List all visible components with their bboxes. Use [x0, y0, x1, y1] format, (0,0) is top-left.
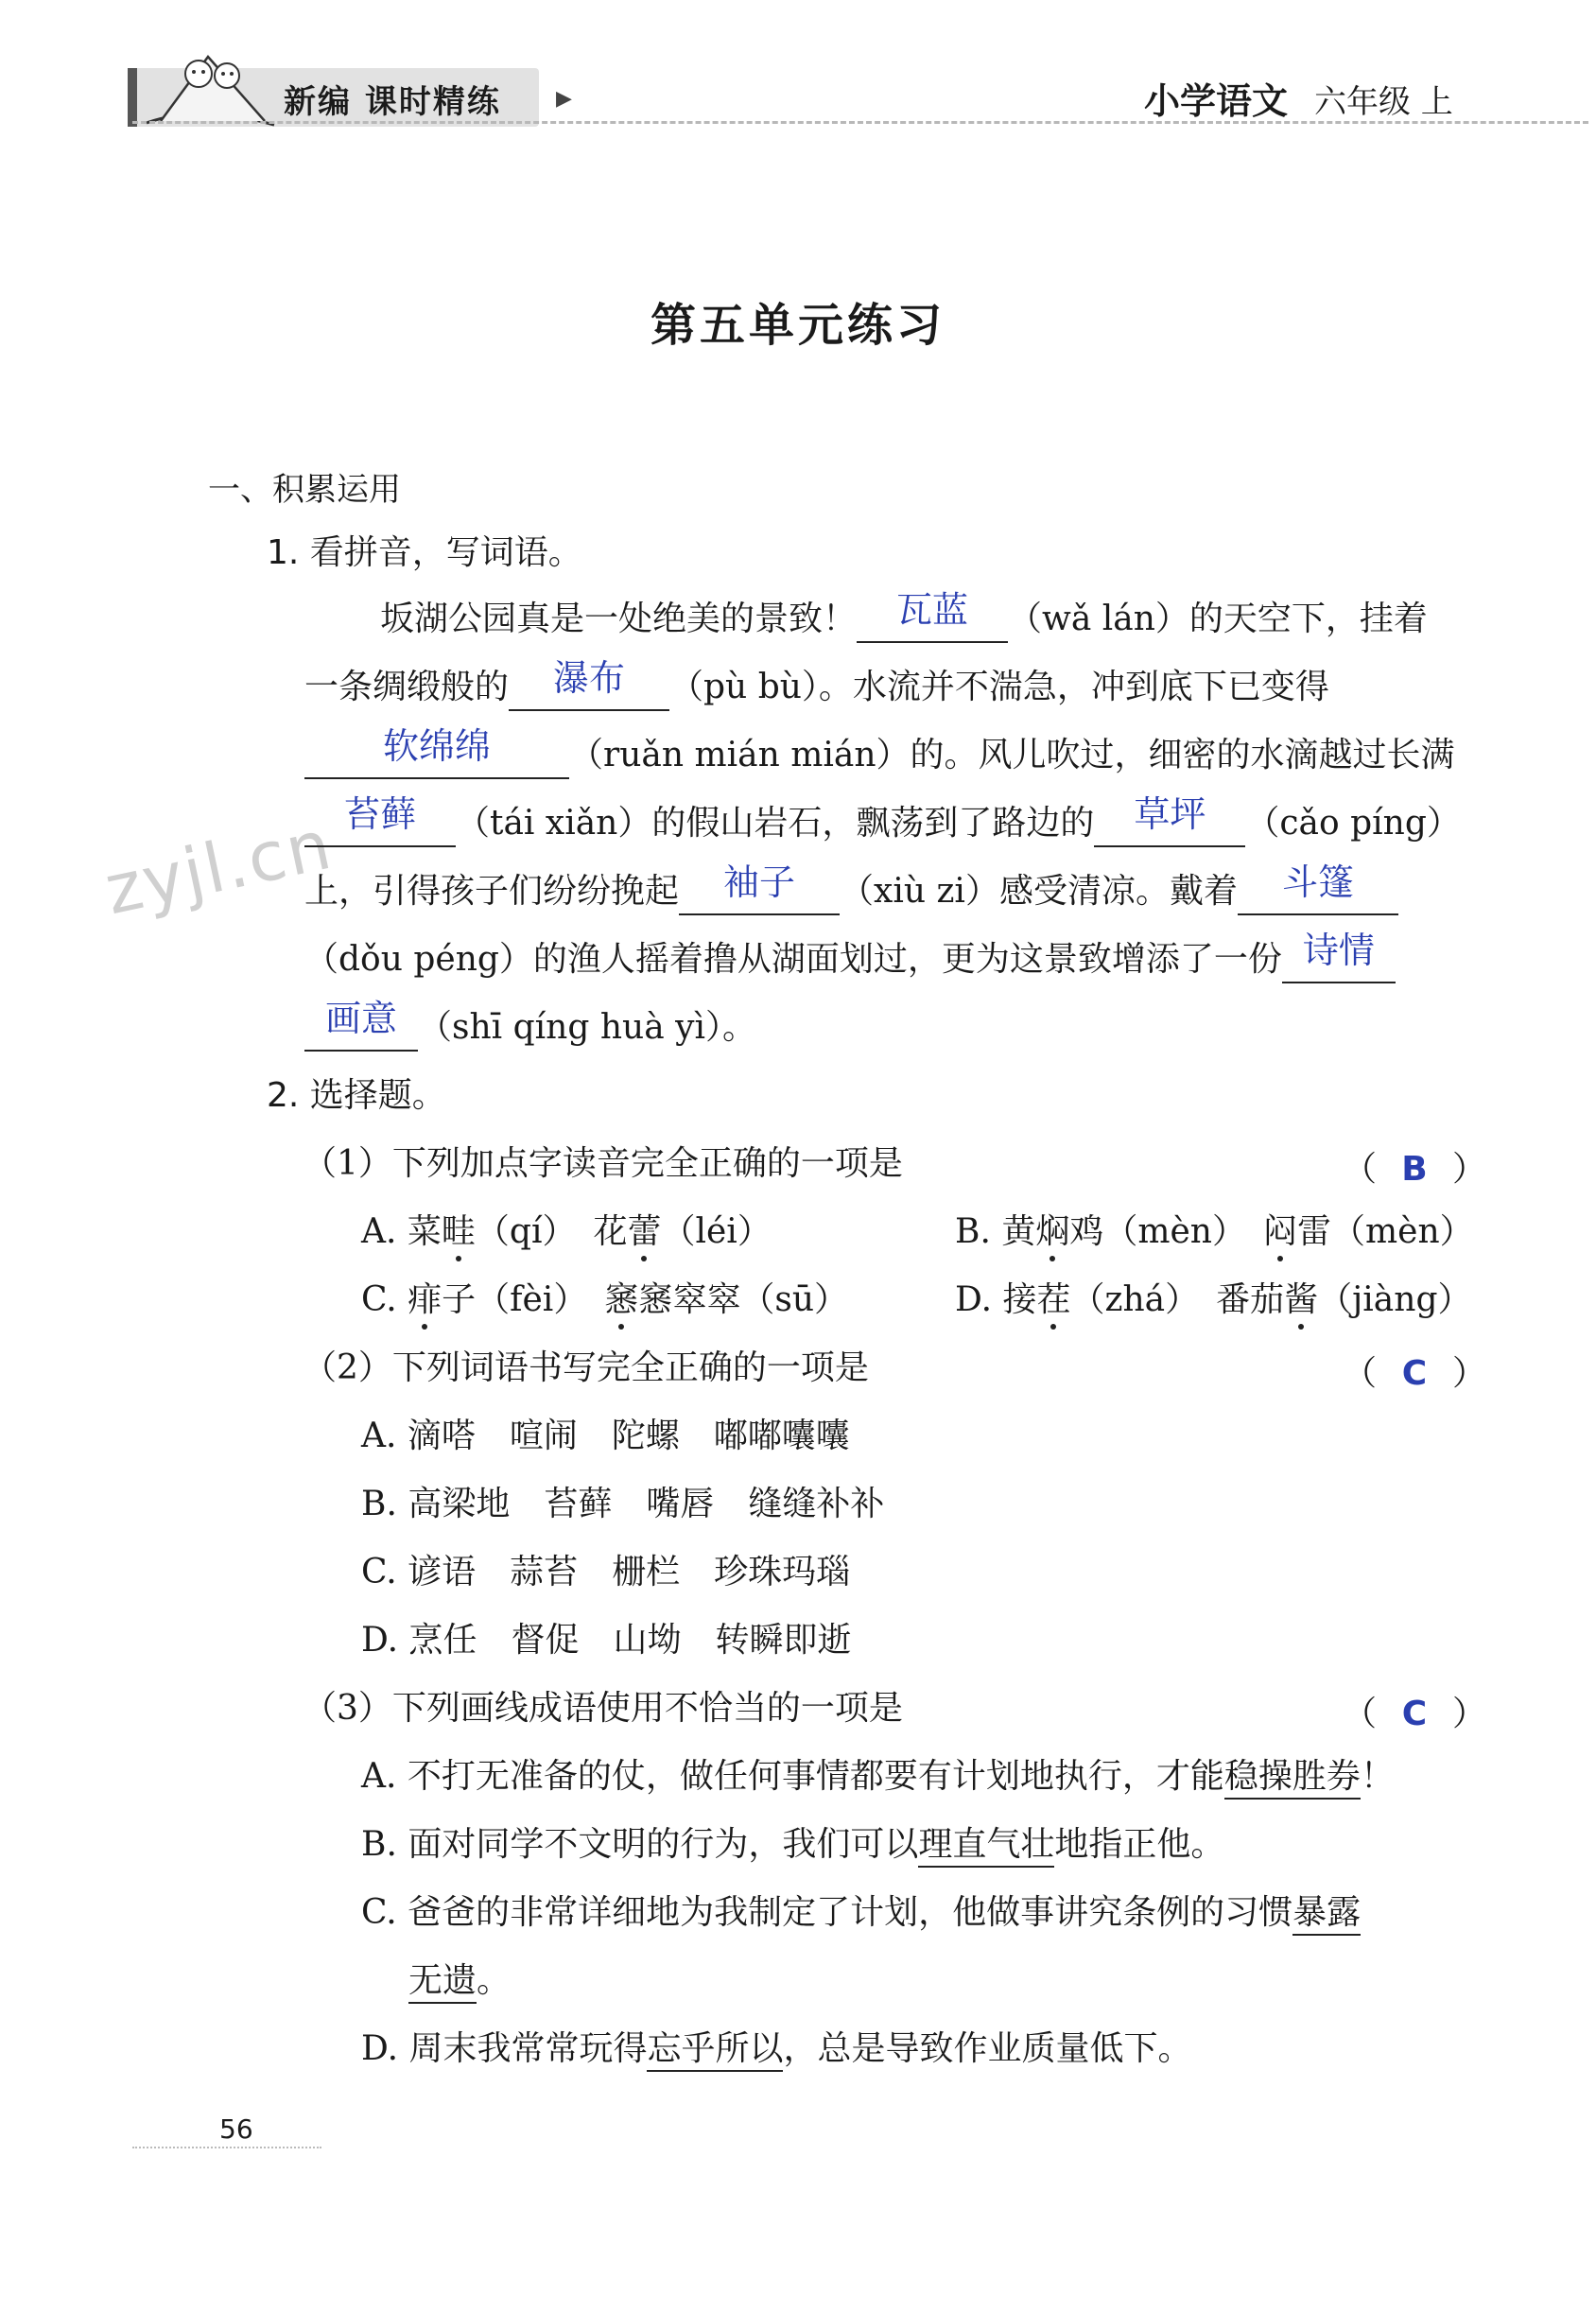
q2-3-stem: （3）下列画线成语使用不恰当的一项是 [303, 1689, 903, 1728]
q1-text: （tái xiǎn）的假山岩石，飘荡到了路边的 [456, 804, 1095, 843]
underlined-idiom: 稳操胜券 [1224, 1757, 1361, 1800]
q2-3-option-b [361, 1823, 1224, 1867]
opt-text: D. 接 [955, 1280, 1037, 1319]
q2-3-option-c [361, 1891, 1361, 1935]
underlined-idiom: 无遗 [408, 1961, 477, 2004]
opt-text: C. 爸爸的非常详细地为我制定了计划，他做事讲究条例的习惯 [361, 1893, 1293, 1932]
opt-text: 雷（mèn） [1297, 1212, 1474, 1251]
q2-2-option-d: D. 烹任 督促 山坳 转瞬即逝 [361, 1621, 852, 1660]
q2-2-option-c: C. 谚语 蒜苔 栅栏 珍珠玛瑙 [361, 1553, 851, 1591]
q2-3-option-d [361, 2027, 1192, 2071]
q1-blank [1238, 861, 1398, 915]
bear-mascot-icon [142, 38, 284, 132]
opt-text: A. 菜 [361, 1212, 442, 1251]
q1-answer: 软绵绵 [382, 725, 491, 767]
dotted-char: 畦 [442, 1210, 476, 1254]
q1-answer: 诗情 [1302, 930, 1375, 971]
opt-text: ！ [1360, 1757, 1395, 1796]
triangle-icon: ▶ [556, 87, 572, 111]
q1-answer: 瀑布 [553, 657, 626, 699]
q1-blank [857, 589, 1008, 643]
q1-line-7 [304, 998, 756, 1052]
opt-text: （zhá） 番茄 [1070, 1280, 1285, 1319]
q2-2-answer-box: （ C ） [1343, 1354, 1487, 1393]
q1-line-2 [304, 657, 1329, 711]
q2-1-option-c [361, 1278, 848, 1322]
opt-text: 窸窣窣（sū） [638, 1280, 849, 1319]
dotted-char: 闷 [1263, 1210, 1297, 1254]
q2-2-option-a: A. 滴嗒 喧闹 陀螺 嘟嘟囔囔 [361, 1417, 850, 1455]
q1-answer: 苔藓 [343, 793, 416, 835]
section-heading: 一、积累运用 [208, 471, 401, 509]
q2-3-option-a [361, 1755, 1395, 1799]
q1-text: 上，引得孩子们纷纷挽起 [304, 872, 680, 911]
q2-1-answer-box: （ B ） [1343, 1150, 1487, 1189]
q2-1-option-a [361, 1210, 772, 1254]
q1-blank [304, 793, 456, 847]
dotted-char: 蕾 [627, 1210, 661, 1254]
q1-blank [679, 861, 840, 915]
opt-text: 地指正他。 [1054, 1825, 1225, 1864]
q2-label: 2. 选择题。 [267, 1076, 446, 1115]
opt-text: B. 面对同学不文明的行为，我们可以 [361, 1825, 919, 1864]
q1-text: （shī qíng huà yì）。 [418, 1008, 756, 1047]
page-title: 第五单元练习 [650, 299, 945, 352]
q2-1-stem: （1）下列加点字读音完全正确的一项是 [303, 1144, 903, 1183]
q2-3-option-c-cont [408, 1959, 511, 2003]
q1-blank [304, 725, 569, 779]
q2-1-answer: B [1401, 1150, 1428, 1189]
underlined-idiom: 理直气壮 [918, 1825, 1054, 1868]
opt-text: 。 [477, 1961, 512, 2000]
q1-answer: 斗篷 [1281, 861, 1354, 903]
q1-line-1 [380, 589, 1428, 643]
header-subject: 小学语文 [1144, 80, 1289, 122]
q1-label: 1. 看拼音，写词语。 [267, 533, 582, 572]
q1-answer: 草坪 [1134, 793, 1206, 835]
q1-blank [304, 998, 418, 1052]
header-grade: 六年级 上 [1314, 83, 1453, 121]
page-number-decoration [132, 2147, 321, 2148]
q2-1-option-b [955, 1210, 1474, 1254]
q1-blank [1094, 793, 1245, 847]
q1-blank [509, 657, 669, 711]
header-bar-accent [128, 68, 137, 127]
q1-text: 一条绸缎般的 [304, 668, 510, 706]
opt-text: C. [361, 1280, 408, 1319]
q1-answer: 袖子 [723, 861, 796, 903]
q2-2-option-b: B. 高梁地 苔藓 嘴唇 缝缝补补 [361, 1485, 885, 1523]
dotted-char: 窸 [604, 1278, 638, 1322]
q1-text: （xiù zi）感受清凉。戴着 [840, 872, 1238, 911]
q2-3-answer: C [1401, 1695, 1428, 1733]
opt-text: ，总是导致作业质量低下。 [783, 2029, 1192, 2068]
q1-line-6 [304, 930, 1396, 983]
opt-text: D. 周末我常常玩得 [361, 2029, 648, 2068]
q1-text: （dǒu péng）的渔人摇着撸从湖面划过，更为这景致增添了一份 [304, 940, 1282, 979]
q1-line-3 [304, 725, 1455, 779]
opt-text: （léi） [661, 1212, 772, 1251]
q1-answer: 画意 [324, 998, 397, 1039]
underlined-idiom: 忘乎所以 [647, 2029, 783, 2072]
q1-text: （pù bù）。水流并不湍急，冲到底下已变得 [669, 668, 1329, 706]
underlined-idiom: 暴露 [1292, 1893, 1361, 1936]
page-number: 56 [219, 2113, 253, 2145]
q2-3-answer-box: （ C ） [1343, 1695, 1487, 1733]
q2-2-answer: C [1401, 1354, 1428, 1393]
dotted-char: 痱 [408, 1278, 442, 1322]
q1-text: 坂湖公园真是一处绝美的景致！ [380, 600, 858, 638]
q1-blank [1282, 930, 1396, 983]
q1-text: （wǎ lán）的天空下，挂着 [1008, 600, 1428, 638]
dotted-char: 茬 [1036, 1278, 1070, 1322]
opt-text: 子（fèi） [442, 1280, 605, 1319]
q1-text: （cǎo píng） [1245, 804, 1461, 843]
q1-line-5 [304, 861, 1398, 915]
opt-text: （jiàng） [1318, 1280, 1472, 1319]
q2-2-stem: （2）下列词语书写完全正确的一项是 [303, 1348, 869, 1387]
watermark: zyjl.cn [97, 804, 339, 930]
opt-text: （qí） 花 [475, 1212, 628, 1251]
q1-text: （ruǎn mián mián）的。风儿吹过，细密的水滴越过长满 [569, 736, 1455, 774]
header-brand: 新编 课时精练 [284, 83, 501, 121]
opt-text: 鸡（mèn） [1069, 1212, 1263, 1251]
q1-line-4 [304, 793, 1461, 847]
q2-1-option-d [955, 1278, 1472, 1322]
dotted-char: 酱 [1284, 1278, 1318, 1322]
opt-text: B. 黄 [955, 1212, 1036, 1251]
dotted-char: 焖 [1035, 1210, 1069, 1254]
opt-text: A. 不打无准备的仗，做任何事情都要有计划地执行，才能 [361, 1757, 1224, 1796]
q1-answer: 瓦蓝 [896, 589, 969, 631]
